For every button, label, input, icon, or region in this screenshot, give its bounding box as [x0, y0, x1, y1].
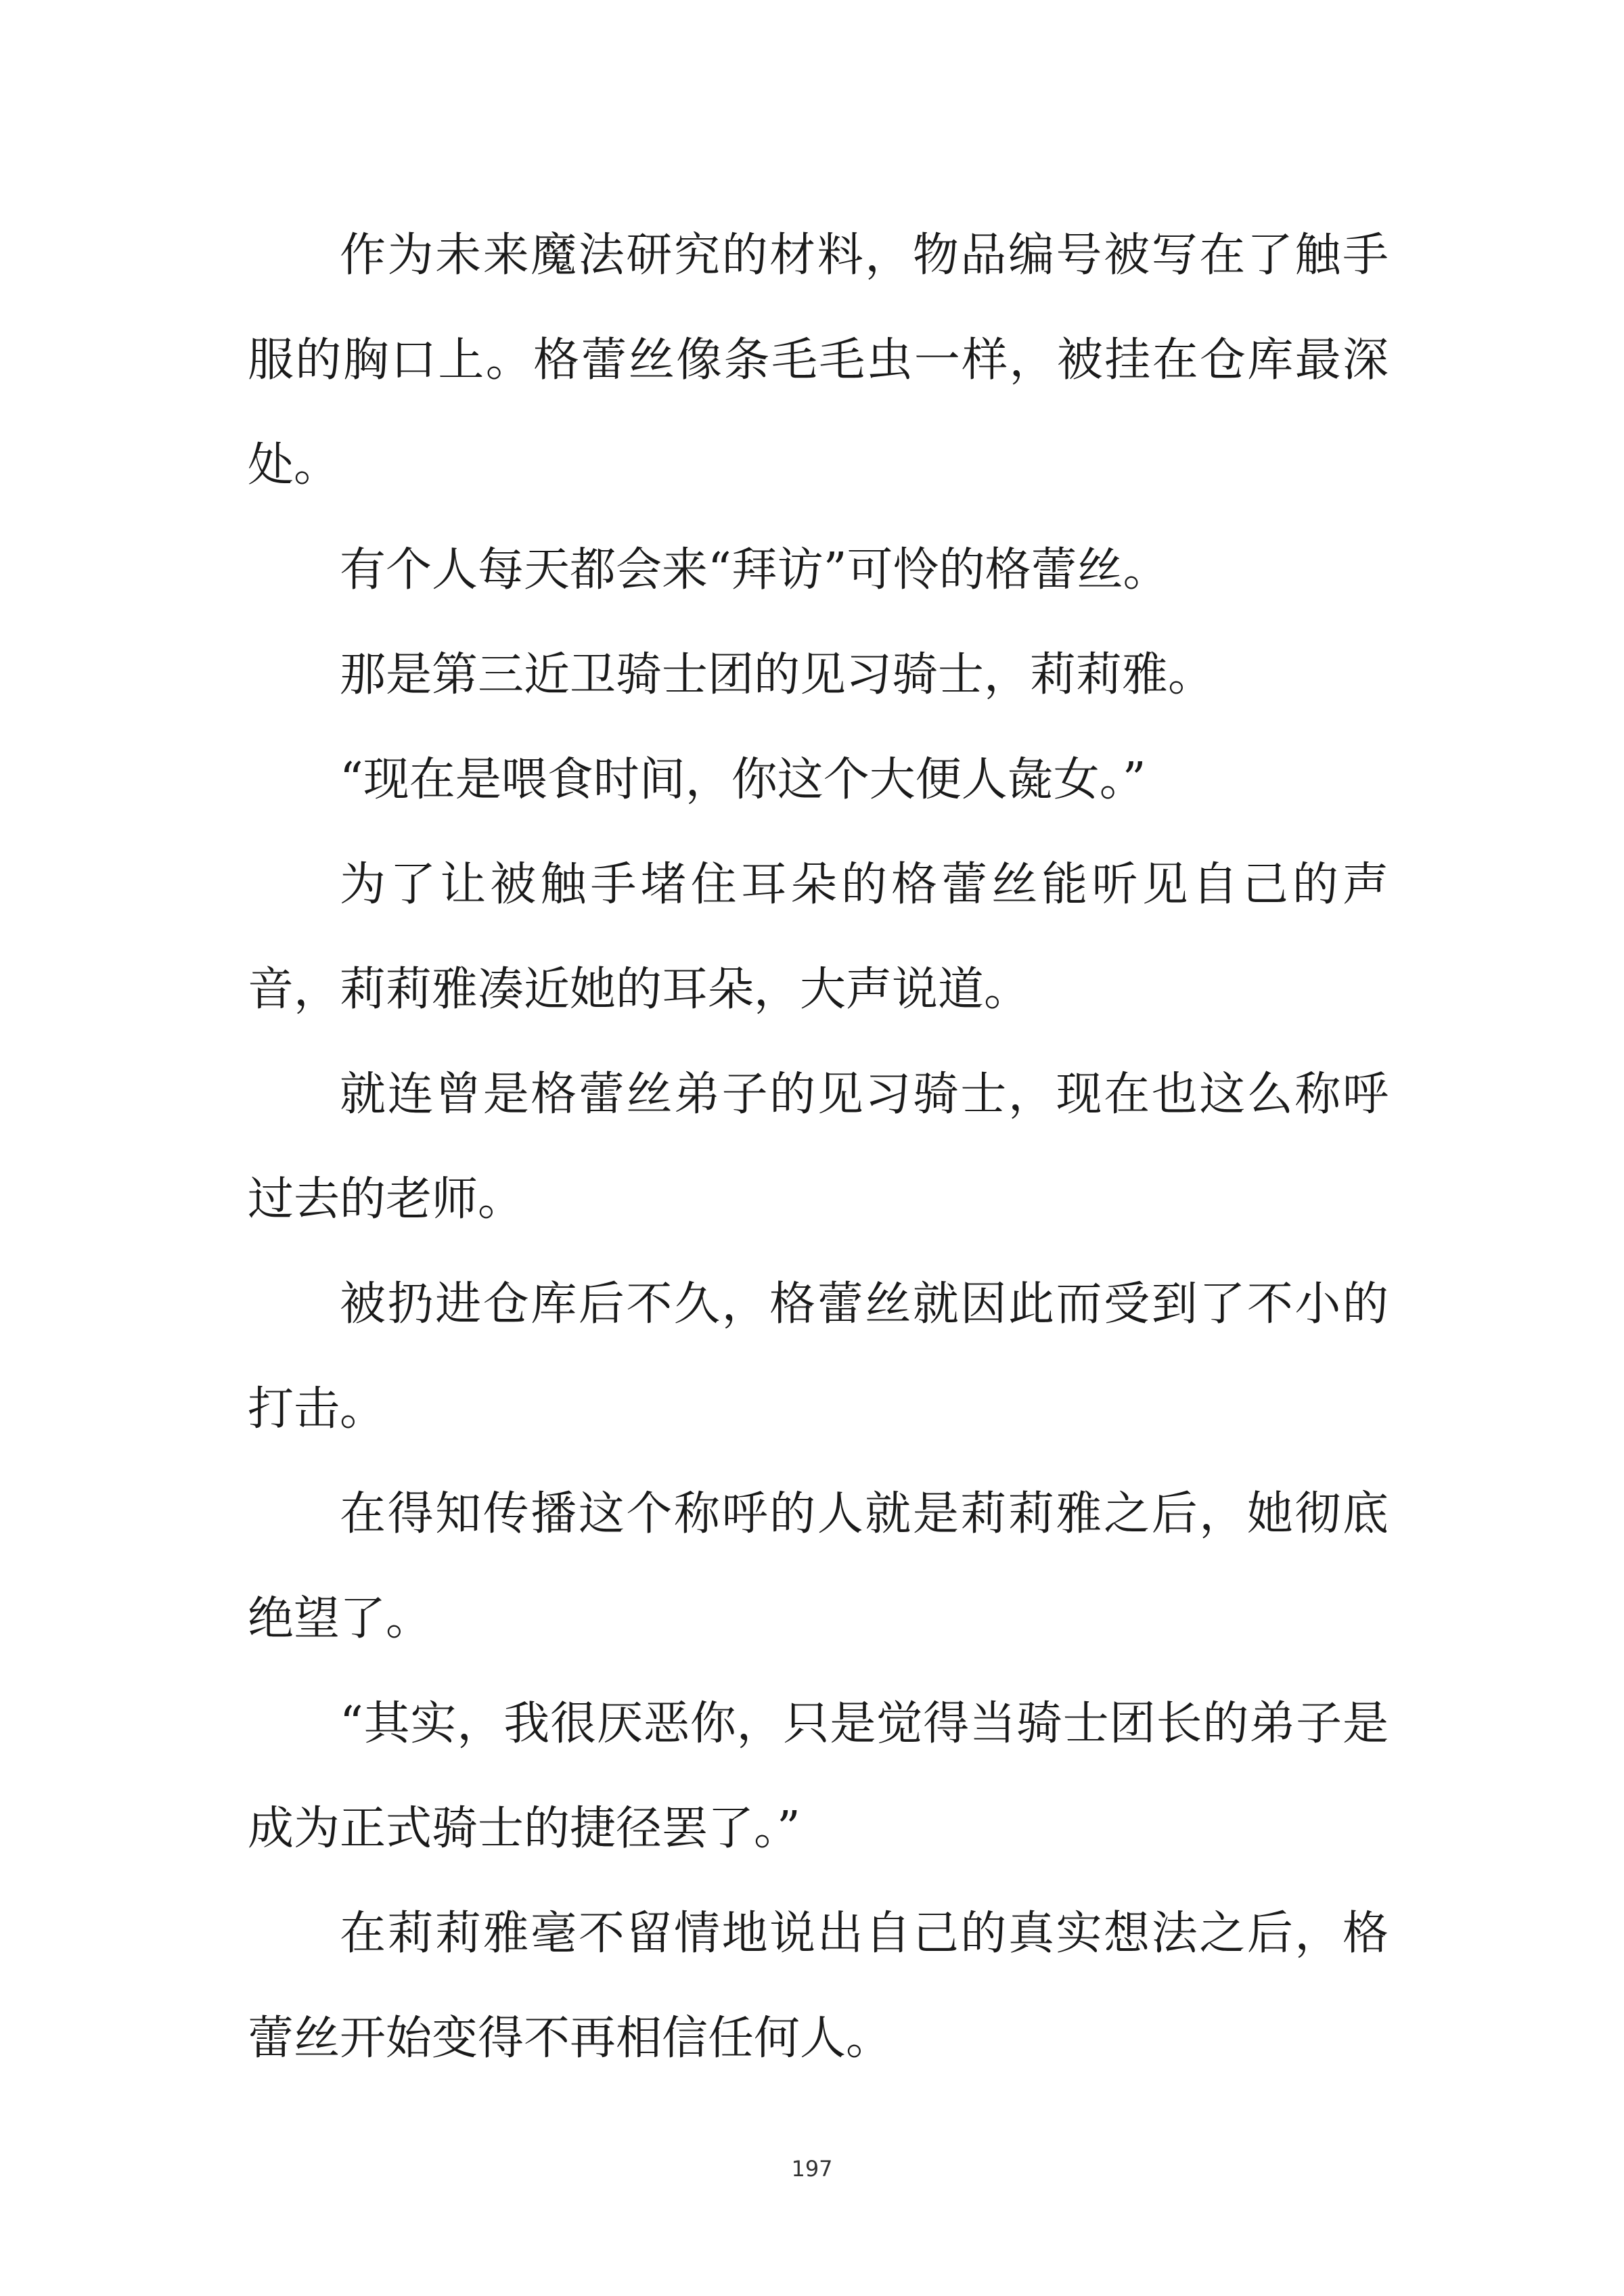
- paragraph: 在莉莉雅毫不留情地说出自己的真实想法之后，格蕾丝开始变得不再相信任何人。: [248, 1907, 1389, 2065]
- paragraph: “其实，我很厌恶你，只是觉得当骑士团长的弟子是成为正式骑士的捷径罢了。”: [248, 1697, 1389, 1855]
- body-text: [248, 203, 1389, 2091]
- paragraph: 作为未来魔法研究的材料，物品编号被写在了触手服的胸口上。格蕾丝像条毛毛虫一样，被挂在仓库最深处。: [248, 229, 1389, 492]
- paragraph: 有个人每天都会来“拜访”可怜的格蕾丝。: [340, 543, 1169, 597]
- paragraph: “现在是喂食时间，你这个大便人彘女。”: [340, 753, 1146, 807]
- paragraph: 被扔进仓库后不久，格蕾丝就因此而受到了不小的打击。: [248, 1278, 1389, 1436]
- paragraph: 就连曾是格蕾丝弟子的见习骑士，现在也这么称呼过去的老师。: [248, 1068, 1389, 1226]
- paragraph: 在得知传播这个称呼的人就是莉莉雅之后，她彻底绝望了。: [248, 1487, 1389, 1646]
- paragraph: 那是第三近卫骑士团的见习骑士，莉莉雅。: [340, 648, 1215, 702]
- paragraph: 为了让被触手堵住耳朵的格蕾丝能听见自己的声音，莉莉雅凑近她的耳朵，大声说道。: [248, 858, 1389, 1016]
- page-number: 197: [791, 2156, 833, 2182]
